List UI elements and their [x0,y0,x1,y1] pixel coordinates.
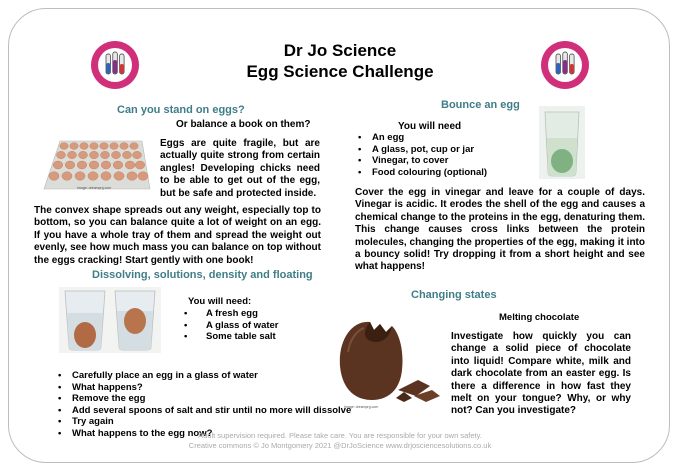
eggs-in-glasses-image [59,287,161,353]
list-item: • Vinegar, to cover [354,155,534,167]
states-heading: Changing states [411,289,497,301]
list-item: • Carefully place an egg in a glass of water [54,370,354,382]
list-item: • Some table salt [178,331,318,343]
list-item: • Try again [54,416,354,428]
stand-subheading: Or balance a book on them? [176,119,311,130]
states-subheading: Melting chocolate [499,312,580,323]
stand-heading: Can you stand on eggs? [117,104,245,116]
footer-credits: Creative commons © Jo Montgomery 2021 @DrJoScience www.drjosciencesolutions.co.uk [188,441,492,450]
chocolate-egg-image [334,312,444,404]
page-title: Dr Jo Science [283,41,397,60]
bounce-heading: Bounce an egg [441,99,520,111]
stand-intro: Eggs are quite fragile, but are actually quite strong from certain angles! Developing chicks need to be able to get out of the egg, but be safe and protected inside. [160,138,320,199]
bounce-needs-title: You will need [398,121,462,132]
list-item: • A glass of water [178,320,318,332]
states-image-credit: Image: dreamprg.com [344,405,379,409]
stand-body: The convex shape spreads out any weight, especially top to bottom, so you can balance quite a lot of weight on an egg. If you have a whole tray of them and spread the weight out evenly, see how much mass you can balance on top without the eggs cracking! Start gently with one book! [34,205,321,266]
dissolve-needs-list [178,308,318,343]
states-body: Investigate how quickly you can change a solid piece of chocolate into liquid! Compare white, milk and dark chocolate from an easter egg. Is there a difference in how fast they melt on your tongue? Why, or why not? Can you investigate? [451,331,631,417]
dissolve-heading: Dissolving, solutions, density and floating [92,269,313,281]
list-item: • Food colouring (optional) [354,167,534,179]
egg-in-vinegar-image [539,106,585,179]
list-item: • An egg [354,132,534,144]
bounce-body: Cover the egg in vinegar and leave for a couple of days. Vinegar is acidic. It erodes the shell of the egg and causes a chemical change to the proteins in the egg, denaturing them. This change causes cross links between the protein molecules, changing the properties of the egg, making it into a bouncy solid! Try dropping it from a short height and see what happens! [355,187,645,273]
footer-safety-note: Adult supervision required. Please take care. You are responsible for your own safety. [198,431,482,440]
dissolve-needs-title: You will need: [188,296,252,307]
bounce-needs-list [354,132,534,178]
list-item: • A glass, pot, cup or jar [354,144,534,156]
stand-image-credit: Image: dreamprg.com [77,186,112,190]
list-item: • Add several spoons of salt and stir until no more will dissolve [54,405,354,417]
list-item: • Remove the egg [54,393,354,405]
list-item: • What happens to the egg now? [54,428,354,440]
list-item: • What happens? [54,382,354,394]
dissolve-steps-list [54,370,354,440]
egg-tray-image [38,135,152,193]
list-item: • A fresh egg [178,308,318,320]
page-subtitle: Egg Science Challenge [246,62,434,81]
